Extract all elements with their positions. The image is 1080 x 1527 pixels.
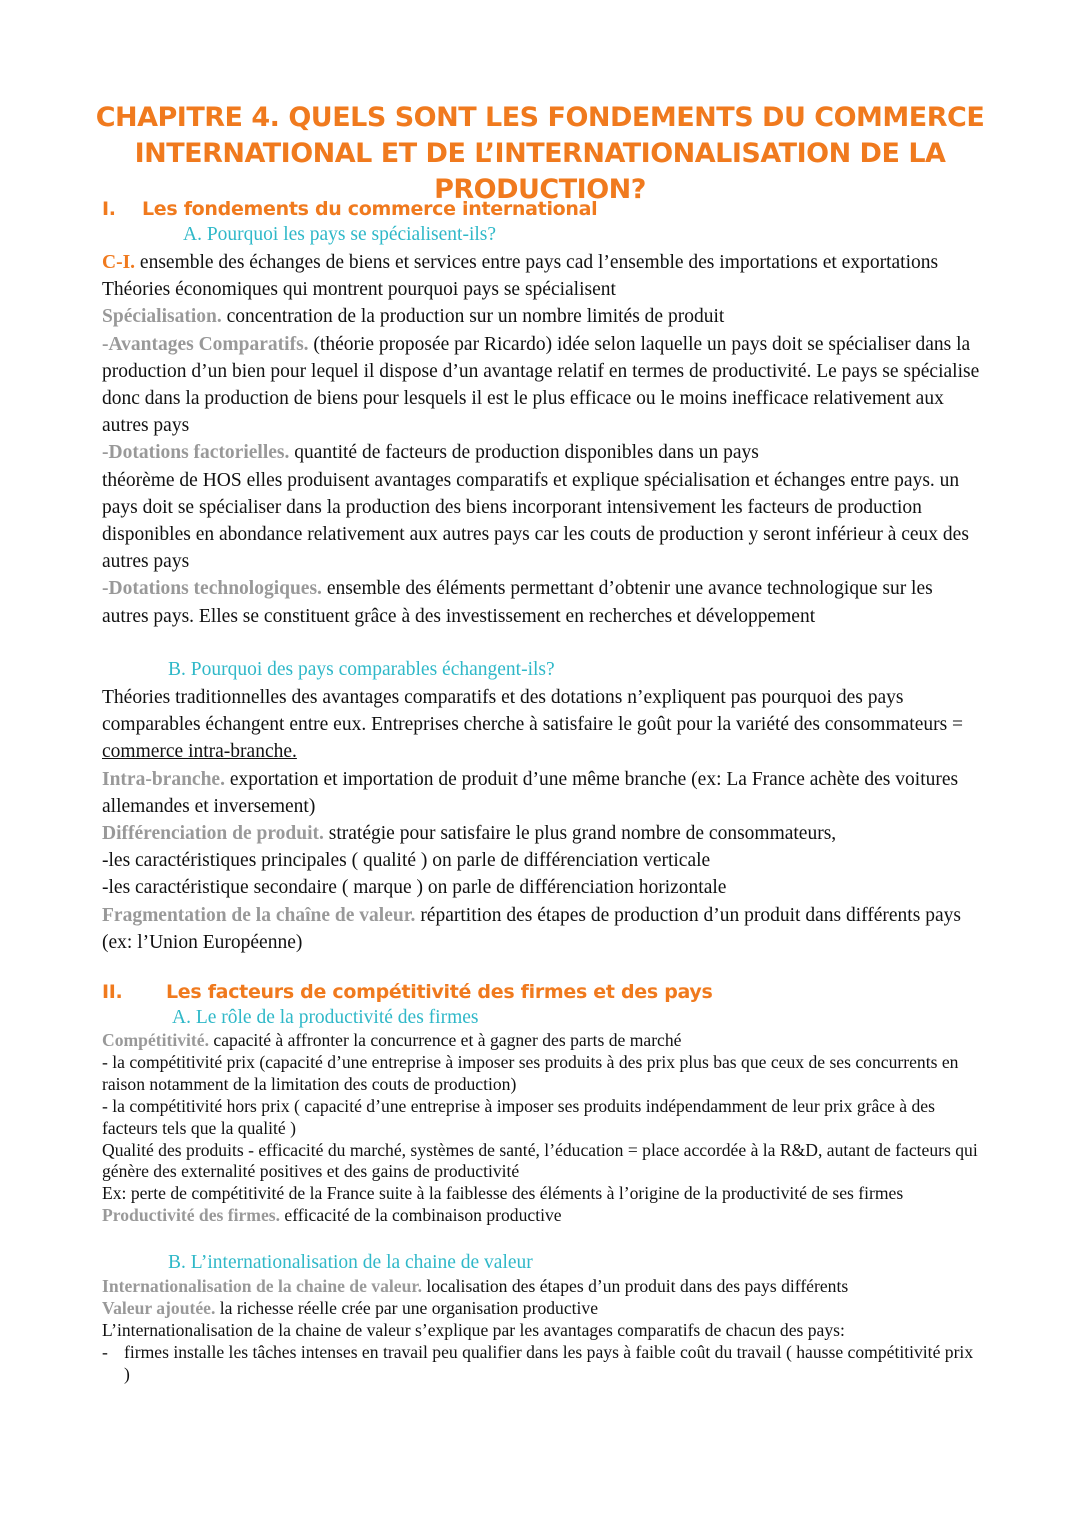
term-dotations-factorielles: -Dotations factorielles. xyxy=(102,442,290,464)
section-2-heading xyxy=(102,979,713,1005)
paragraph-dotations-technologiques xyxy=(102,575,982,629)
section-2a-body xyxy=(102,1030,982,1227)
section-1-number: I. xyxy=(102,198,116,220)
def-competitivite: capacité à affronter la concurrence et à gagner des parts de marché xyxy=(209,1030,682,1050)
def-productivite: efficacité de la combinaison productive xyxy=(280,1205,562,1226)
section-2-subheading-a: A. Le rôle de la productivité des firmes xyxy=(172,1007,479,1028)
term-differenciation: Différenciation de produit. xyxy=(102,823,324,845)
term-dotations-technologiques: -Dotations technologiques. xyxy=(102,578,322,600)
term-intra-branche: Intra-branche. xyxy=(102,768,225,790)
section-1-heading xyxy=(102,196,597,222)
paragraph-ci xyxy=(102,249,982,276)
term-specialisation: Spécialisation. xyxy=(102,306,222,328)
term-internationalisation: Internationalisation de la chaine de valeur. xyxy=(102,1276,422,1296)
term-avantages-comparatifs: -Avantages Comparatifs. xyxy=(102,333,309,355)
def-differenciation: stratégie pour satisfaire le plus grand nombre de consommateurs, xyxy=(323,823,837,845)
def-fragmentation: répartition des étapes de production d’un produit dans différents pays (ex: l’Union Européenne) xyxy=(102,904,961,953)
bullet-item xyxy=(102,1342,982,1386)
term-fragmentation: Fragmentation de la chaîne de valeur. xyxy=(102,904,416,926)
section-1-title: Les fondements du commerce international xyxy=(142,198,598,220)
paragraph-productivite xyxy=(102,1205,982,1227)
section-2-number: II. xyxy=(102,981,123,1003)
def-avantages-comparatifs: (théorie proposée par Ricardo) idée selon laquelle un pays doit se spécialiser dans la production d’un bien pour lequel il dispose d’un avantage relatif en termes de productivité. Le pays se spécialise donc dans la production de biens pour lesquels il est le plus efficace ou le moins inefficace relativement aux autres pays xyxy=(102,333,980,437)
paragraph-competitivite xyxy=(102,1030,982,1052)
def-internationalisation: localisation des étapes d’un produit dans des pays différents xyxy=(421,1276,849,1296)
paragraph-internationalisation xyxy=(102,1276,982,1298)
paragraph-competitivite-hors-prix: - la compétitivité hors prix ( capacité d’une entreprise à imposer ses produits indépendamment de leur prix grâce à des facteurs tels que la qualité ) xyxy=(102,1095,935,1138)
def-intra-branche: exportation et importation de produit d’une même branche (ex: La France achète des voitures allemandes et inversement) xyxy=(102,768,959,817)
def-ci: ensemble des échanges de biens et services entre pays cad l’ensemble des importations et exportations xyxy=(135,252,939,273)
chapter-title-line-2: INTERNATIONAL ET DE L’INTERNATIONALISATION DE LA PRODUCTION? xyxy=(134,138,946,205)
def-specialisation: concentration de la production sur un nombre limités de produit xyxy=(221,306,725,328)
paragraph-qualite: Qualité des produits - efficacité du marché, systèmes de santé, l’éducation = place accordée à la R&D, autant de facteurs qui génère des externalité positives et des gains de productivité xyxy=(102,1139,978,1182)
paragraph-differenciation-verticale: -les caractéristiques principales ( qualité ) on parle de différenciation verticale xyxy=(102,850,711,872)
section-1a-body xyxy=(102,249,982,630)
paragraph-explication: L’internationalisation de la chaine de valeur s’explique par les avantages comparatifs de chacun des pays: xyxy=(102,1319,845,1340)
paragraph-differenciation xyxy=(102,820,982,847)
paragraph-intra-branche xyxy=(102,766,982,820)
paragraph-traditionnelles xyxy=(102,684,982,766)
paragraph-fragmentation xyxy=(102,902,982,956)
section-2-title: Les facteurs de compétitivité des firmes et des pays xyxy=(166,981,713,1003)
def-dotations-technologiques: ensemble des éléments permettant d’obtenir une avance technologique sur les autres pays. Elles se constituent grâce à des investissement en recherches et développement xyxy=(102,578,933,627)
paragraph-dotations-factorielles xyxy=(102,439,982,466)
paragraph-competitivite-prix: - la compétitivité prix (capacité d’une entreprise à imposer ses produits à des prix plus bas que ceux de ses concurrents en raison notamment de la limitation des couts de production) xyxy=(102,1051,959,1094)
section-2-subheading-b: B. L’internationalisation de la chaine de valeur xyxy=(168,1252,533,1273)
section-1b-body xyxy=(102,684,982,956)
chapter-title xyxy=(60,100,1020,208)
term-ci: C-I. xyxy=(102,252,136,273)
section-2b-body xyxy=(102,1276,982,1386)
section-1-subheading-a: A. Pourquoi les pays se spécialisent-ils? xyxy=(183,224,497,245)
commerce-intra-branche-underlined: commerce intra-branche. xyxy=(102,741,297,763)
paragraph-theories: Théories économiques qui montrent pourquoi pays se spécialisent xyxy=(102,279,616,301)
bullet-marker: - xyxy=(102,1341,108,1362)
paragraph-hos: théorème de HOS elles produisent avantages comparatifs et explique spécialisation et échanges entre pays. un pays doit se spécialiser dans la production des biens incorporant intensivement les facteurs de production disponibles en abondance relativement aux autres pays car les couts de production y seront inférieur à ceux des autres pays xyxy=(102,469,969,573)
paragraph-avantages-comparatifs xyxy=(102,331,982,440)
chapter-title-line-1: CHAPITRE 4. QUELS SONT LES FONDEMENTS DU COMMERCE xyxy=(95,102,985,133)
paragraph-exemple: Ex: perte de compétitivité de la France suite à la faiblesse des éléments à l’origine de la productivité de ses firmes xyxy=(102,1183,904,1204)
bullet-text: firmes installe les tâches intenses en travail peu qualifier dans les pays à faible coût du travail ( hausse compétitivité prix ) xyxy=(124,1341,974,1384)
text-traditionnelles: Théories traditionnelles des avantages comparatifs et des dotations n’expliquent pas pourquoi des pays comparables échangent entre eux. Entreprises cherche à satisfaire le goût pour la variété des consommateurs = xyxy=(102,687,964,736)
term-competitivite: Compétitivité. xyxy=(102,1030,209,1050)
term-productivite: Productivité des firmes. xyxy=(102,1205,281,1226)
term-valeur-ajoutee: Valeur ajoutée. xyxy=(102,1297,216,1318)
paragraph-differenciation-horizontale: -les caractéristique secondaire ( marque ) on parle de différenciation horizontale xyxy=(102,877,727,899)
paragraph-specialisation xyxy=(102,303,982,330)
paragraph-valeur-ajoutee xyxy=(102,1298,982,1320)
def-dotations-factorielles: quantité de facteurs de production disponibles dans un pays xyxy=(289,442,759,464)
def-valeur-ajoutee: la richesse réelle crée par une organisation productive xyxy=(215,1297,599,1318)
section-1-subheading-b: B. Pourquoi des pays comparables échangent-ils? xyxy=(168,659,555,680)
